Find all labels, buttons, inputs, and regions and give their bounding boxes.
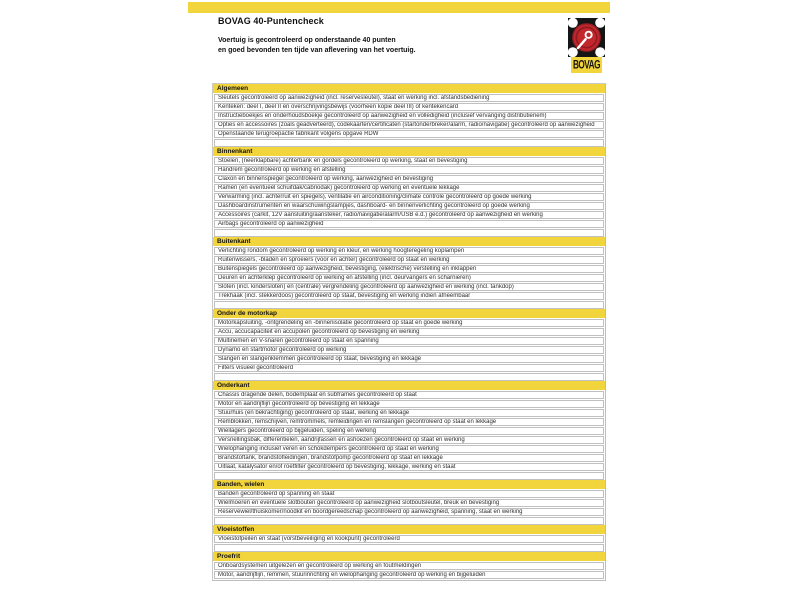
checklist-item: Wielophanging inclusief veren en schokdempers gecontroleerd op staat en werking <box>214 445 604 453</box>
checklist-item: Banden gecontroleerd op spanning en staat <box>214 490 604 498</box>
empty-row <box>214 301 604 309</box>
empty-row <box>214 373 604 381</box>
checklist-item: Filters visueel gecontroleerd <box>214 364 604 372</box>
checklist-item: Instructieboekjes en onderhoudsboekje gecontroleerd op aanwezigheid en volledigheid (inclusief vervanging distributieriem) <box>214 112 604 120</box>
checklist-item: Onboardsystemen uitgelezen en gecontroleerd op werking en foutmeldingen <box>214 562 604 570</box>
empty-row <box>214 544 604 552</box>
checklist-section <box>213 552 605 579</box>
checklist-item: Dynamo en startmotor gecontroleerd op werking <box>214 346 604 354</box>
checklist-item: Motor, aandrijflijn, remmen, stuurinrichting en wielophanging gecontroleerd op werking en bijgeluiden <box>214 571 604 579</box>
bovag-logo <box>568 18 605 73</box>
checklist-section <box>213 381 605 480</box>
checklist-item: Versnellingsbak, differentielen, aandrijfassen en ashoezen gecontroleerd op staat en werking <box>214 436 604 444</box>
checklist <box>212 83 606 581</box>
empty-row <box>214 139 604 147</box>
checklist-section <box>213 525 605 552</box>
top-accent-bar <box>188 2 610 13</box>
section-header-algemeen: Algemeen <box>213 84 605 93</box>
checklist-item: Deuren en achterklep gecontroleerd op werking en afstelling (incl. deurvangers en scharnieren) <box>214 274 604 282</box>
page-title: BOVAG 40-Puntencheck <box>218 16 324 26</box>
checklist-item: Vloeistofpeilen en staat (vorstbeveiliging en kookpunt) gecontroleerd <box>214 535 604 543</box>
checklist-section <box>213 309 605 381</box>
subtitle-line-2: en goed bevonden ten tijde van aflevering van het voertuig. <box>218 47 416 54</box>
checklist-item: Motor en aandrijflijn gecontroleerd op bevestiging en lekkage <box>214 400 604 408</box>
checklist-item: Buitenspiegels gecontroleerd op aanwezigheid, bevestiging, (elektrische) verstelling en inklappen <box>214 265 604 273</box>
checklist-item: Motorkapsluiting, -ontgrendeling en -binnenisolatie gecontroleerd op staat en goede werking <box>214 319 604 327</box>
checklist-item: Chassis dragende delen, bodemplaat en subframes gecontroleerd op staat <box>214 391 604 399</box>
page-subtitle <box>218 36 416 56</box>
checklist-item: Claxon en binnenspiegel gecontroleerd op werking, aanwezigheid en bevestiging <box>214 175 604 183</box>
section-header-vloeistoffen: Vloeistoffen <box>213 525 605 534</box>
checklist-item: Accu, accucapaciteit en accupolen gecontroleerd op bevestiging en werking <box>214 328 604 336</box>
checklist-item: Slangen en slangenklemmen gecontroleerd op staat, bevestiging en lekkage <box>214 355 604 363</box>
checklist-item: Ruitenwissers, -bladen en sproeiers (voor en achter) gecontroleerd op staat en werking <box>214 256 604 264</box>
section-header-banden-wielen: Banden, wielen <box>213 480 605 489</box>
checklist-item: Ramen (en eventueel schuifdak/cabriodak) gecontroleerd op werking en eventuele lekkage <box>214 184 604 192</box>
checklist-item: Brandstoftank, brandstofleidingen, brandstofpomp gecontroleerd op staat en lekkage <box>214 454 604 462</box>
checklist-section <box>213 237 605 309</box>
checklist-item: Verwarming (incl. achterruit en spiegels), ventilatie en airconditioning/climate controle gecontroleerd op goede werking <box>214 193 604 201</box>
section-header-onderkant: Onderkant <box>213 381 605 390</box>
checklist-item: Wielmoeren en eventuele slotbouten gecontroleerd op aanwezigheid slotboutsleutel, breuk en bevestiging <box>214 499 604 507</box>
checklist-section <box>213 84 605 147</box>
checklist-item: Stuurhuis (en bekrachtiging) gecontroleerd op staat, werking en lekkage <box>214 409 604 417</box>
checklist-item: Trekhaak (incl. stekkerdoos) gecontroleerd op staat, bevestiging en werking indien afneembaar <box>214 292 604 300</box>
subtitle-line-1: Voertuig is gecontroleerd op onderstaande 40 punten <box>218 37 396 44</box>
section-header-binnenkant: Binnenkant <box>213 147 605 156</box>
checklist-item: Opties en accessoires (zoals geadverteerd), codekaarten/certificaten (startonderbreker/alarm, radio/navigatie) gecontroleerd op aanwezigheid <box>214 121 604 129</box>
checklist-item: Accessoires (carkit, 12V aansluiting/aansteker, radio/navigatie/alarm/USB e.d.) gecontroleerd op aanwezigheid en werking <box>214 211 604 219</box>
checklist-item: Multiriemen en V-snaren gecontroleerd op staat en spanning <box>214 337 604 345</box>
checklist-item: Reservewiel/thuiskomer/noodkit en boordgereedschap gecontroleerd op aanwezigheid, spanning, staat en werking <box>214 508 604 516</box>
empty-row <box>214 517 604 525</box>
checklist-item: Verlichting rondom gecontroleerd op werking en kleur, en werking hoogteregeling koplampen <box>214 247 604 255</box>
empty-row <box>214 472 604 480</box>
checklist-item: Dashboardinstrumenten en waarschuwingslampjes, dashboard- en binnenverlichting gecontroleerd op goede werking <box>214 202 604 210</box>
checklist-section <box>213 147 605 237</box>
checklist-item: Remblokken, remschijven, remtrommels, remleidingen en remslangen gecontroleerd op staat en lekkage <box>214 418 604 426</box>
checklist-item: Wiellagers gecontroleerd op bijgeluiden, speling en werking <box>214 427 604 435</box>
bovag-logo-wordmark: BOVAG <box>572 58 601 72</box>
checklist-item: Airbags gecontroleerd op aanwezigheid <box>214 220 604 228</box>
section-header-proefrit: Proefrit <box>213 552 605 561</box>
checklist-item: Sleutels gecontroleerd op aanwezigheid (incl. reservesleutel), staat en werking incl. afstandsbediening <box>214 94 604 102</box>
checklist-item: Handrem gecontroleerd op werking en afstelling <box>214 166 604 174</box>
checklist-item: Stoelen, (neerklapbare) achterbank en gordels gecontroleerd op werking, staat en bevestiging <box>214 157 604 165</box>
checklist-item: Sloten (incl. kindersloten) en (centrale) vergrendeling gecontroleerd op aanwezigheid en werking (incl. tankdop) <box>214 283 604 291</box>
checklist-item: Kenteken: deel I, deel II en overschrijvingsbewijs (voorheen kopie deel III) of kentekencard <box>214 103 604 111</box>
checklist-section <box>213 480 605 525</box>
bovag-logo-mark-icon <box>568 18 605 57</box>
checklist-item: Openstaande terugroepactie fabrikant volgens opgave RDW <box>214 130 604 138</box>
empty-row <box>214 229 604 237</box>
checklist-item: Uitlaat, katalysator en/of roetfilter gecontroleerd op bevestiging, lekkage, werking en staat <box>214 463 604 471</box>
section-header-buitenkant: Buitenkant <box>213 237 605 246</box>
section-header-onder-de-motorkap: Onder de motorkap <box>213 309 605 318</box>
